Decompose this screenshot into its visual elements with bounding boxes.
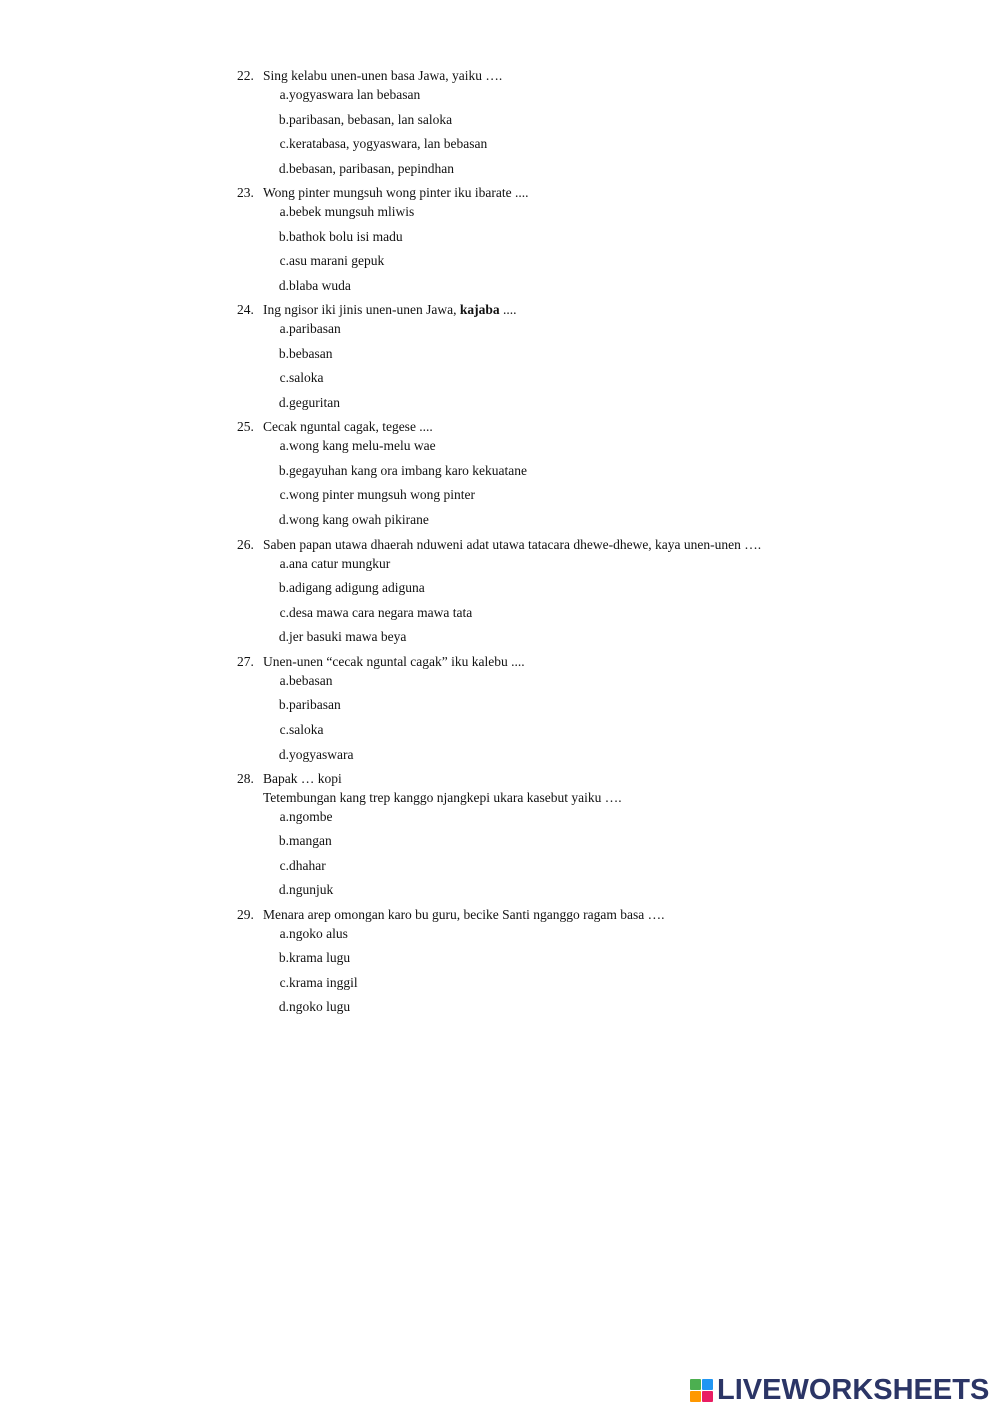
option-text: desa mawa cara negara mawa tata — [289, 605, 473, 620]
question-number: 25. — [237, 419, 254, 434]
option-letter: b. — [278, 580, 289, 595]
option-a[interactable] — [263, 437, 436, 455]
option-b[interactable] — [263, 462, 527, 480]
option-text: keratabasa, yogyaswara, lan bebasan — [289, 136, 488, 151]
option-text: bebasan — [289, 346, 333, 361]
option-d[interactable] — [263, 277, 351, 295]
question-text-line2: Tetembungan kang trep kanggo njangkepi ukara kasebut yaiku …. — [263, 790, 622, 805]
option-letter: c. — [279, 370, 289, 385]
option-text: bebasan — [289, 673, 333, 688]
logo-tile-e — [702, 1391, 713, 1402]
option-d[interactable] — [263, 998, 350, 1016]
option-text: krama inggil — [289, 975, 358, 990]
question-text-emphasis: kajaba — [459, 302, 500, 317]
option-text: paribasan — [289, 697, 341, 712]
brand-name: LIVEWORKSHEETS — [717, 1373, 990, 1406]
option-text: saloka — [289, 370, 324, 385]
question-number: 26. — [237, 537, 254, 552]
option-text: paribasan, bebasan, lan saloka — [289, 112, 453, 127]
option-text: jer basuki mawa beya — [289, 629, 407, 644]
logo-tile-i — [702, 1379, 713, 1390]
question-text-end: .... — [499, 302, 517, 317]
question-text: Sing kelabu unen-unen basa Jawa, yaiku …. — [263, 68, 503, 83]
option-c[interactable] — [263, 721, 324, 739]
option-b[interactable] — [263, 111, 452, 129]
question-text: Unen-unen “cecak nguntal cagak” iku kalebu .... — [263, 654, 525, 669]
option-text: yogyaswara lan bebasan — [289, 87, 421, 102]
option-text: mangan — [289, 833, 332, 848]
logo-tile-v — [690, 1391, 701, 1402]
option-text: blaba wuda — [289, 278, 351, 293]
option-letter: d. — [278, 161, 289, 176]
liveworksheets-logo[interactable] — [690, 1374, 989, 1406]
option-text: krama lugu — [289, 950, 351, 965]
option-text: bebasan, paribasan, pepindhan — [289, 161, 454, 176]
option-letter: d. — [278, 747, 289, 762]
option-letter: a. — [279, 926, 289, 941]
option-text: bebek mungsuh mliwis — [289, 204, 415, 219]
option-text: wong kang melu-melu wae — [289, 438, 436, 453]
option-letter: d. — [278, 882, 289, 897]
option-letter: d. — [278, 278, 289, 293]
option-a[interactable] — [263, 808, 333, 826]
question-number: 23. — [237, 185, 254, 200]
option-d[interactable] — [263, 511, 429, 529]
option-letter: c. — [279, 487, 289, 502]
option-text: gegayuhan kang ora imbang karo kekuatane — [289, 463, 528, 478]
option-text: wong pinter mungsuh wong pinter — [289, 487, 475, 502]
option-b[interactable] — [263, 696, 341, 714]
question-stem — [237, 770, 342, 788]
option-c[interactable] — [263, 974, 358, 992]
option-letter: b. — [278, 833, 289, 848]
option-letter: d. — [278, 629, 289, 644]
option-letter: d. — [278, 395, 289, 410]
option-letter: a. — [279, 556, 289, 571]
option-letter: c. — [279, 858, 289, 873]
option-letter: b. — [278, 950, 289, 965]
option-c[interactable] — [263, 135, 487, 153]
option-d[interactable] — [263, 160, 454, 178]
option-letter: a. — [279, 321, 289, 336]
option-letter: c. — [279, 605, 289, 620]
question-text-start: Ing ngisor iki jinis unen-unen Jawa, — [263, 302, 460, 317]
question-stem — [237, 906, 665, 924]
question-stem — [237, 301, 517, 319]
question-text — [263, 302, 517, 317]
question-stem — [237, 184, 529, 202]
option-a[interactable] — [263, 203, 414, 221]
option-letter: c. — [279, 975, 289, 990]
option-letter: b. — [278, 697, 289, 712]
option-d[interactable] — [263, 628, 406, 646]
option-b[interactable] — [263, 949, 350, 967]
question-text: Wong pinter mungsuh wong pinter iku ibarate .... — [263, 185, 529, 200]
option-text: wong kang owah pikirane — [289, 512, 429, 527]
option-text: dhahar — [289, 858, 326, 873]
option-b[interactable] — [263, 579, 425, 597]
logo-icon — [690, 1379, 713, 1402]
option-c[interactable] — [263, 252, 384, 270]
option-letter: d. — [278, 512, 289, 527]
option-d[interactable] — [263, 881, 333, 899]
question-text: Cecak nguntal cagak, tegese .... — [263, 419, 433, 434]
option-d[interactable] — [263, 746, 353, 764]
option-text: ngunjuk — [289, 882, 334, 897]
option-letter: a. — [279, 204, 289, 219]
option-letter: c. — [279, 253, 289, 268]
option-letter: a. — [279, 87, 289, 102]
option-b[interactable] — [263, 228, 403, 246]
question-stem — [237, 536, 761, 554]
option-c[interactable] — [263, 604, 472, 622]
option-a[interactable] — [263, 320, 341, 338]
option-b[interactable] — [263, 345, 332, 363]
question-text: Menara arep omongan karo bu guru, becike Santi nganggo ragam basa …. — [263, 907, 665, 922]
option-a[interactable] — [263, 925, 348, 943]
option-letter: b. — [278, 463, 289, 478]
logo-tile-l — [690, 1379, 701, 1390]
question-number: 27. — [237, 654, 254, 669]
option-text: ngombe — [289, 809, 333, 824]
option-c[interactable] — [263, 857, 326, 875]
option-text: ana catur mungkur — [289, 556, 391, 571]
question-stem — [237, 67, 502, 85]
option-letter: c. — [279, 136, 289, 151]
question-number: 22. — [237, 68, 254, 83]
option-text: adigang adigung adiguna — [289, 580, 425, 595]
option-text: ngoko alus — [289, 926, 348, 941]
option-letter: a. — [279, 673, 289, 688]
option-b[interactable] — [263, 832, 332, 850]
option-d[interactable] — [263, 394, 340, 412]
option-text: asu marani gepuk — [289, 253, 385, 268]
option-letter: c. — [279, 722, 289, 737]
question-number: 28. — [237, 771, 254, 786]
question-number: 29. — [237, 907, 254, 922]
option-letter: d. — [278, 999, 289, 1014]
option-c[interactable] — [263, 486, 475, 504]
option-text: saloka — [289, 722, 324, 737]
option-letter: b. — [278, 346, 289, 361]
question-stem — [237, 653, 525, 671]
question-text: Bapak … kopi — [263, 771, 342, 786]
option-a[interactable] — [263, 555, 390, 573]
question-number: 24. — [237, 302, 254, 317]
option-text: bathok bolu isi madu — [289, 229, 403, 244]
option-letter: a. — [279, 438, 289, 453]
option-text: geguritan — [289, 395, 340, 410]
option-letter: a. — [279, 809, 289, 824]
option-letter: b. — [278, 112, 289, 127]
question-text: Saben papan utawa dhaerah nduweni adat utawa tatacara dhewe-dhewe, kaya unen-unen …. — [263, 537, 762, 552]
option-text: paribasan — [289, 321, 341, 336]
option-c[interactable] — [263, 369, 324, 387]
option-a[interactable] — [263, 672, 332, 690]
option-letter: b. — [278, 229, 289, 244]
question-stem — [237, 418, 433, 436]
option-text: yogyaswara — [289, 747, 354, 762]
option-a[interactable] — [263, 86, 420, 104]
option-text: ngoko lugu — [289, 999, 351, 1014]
